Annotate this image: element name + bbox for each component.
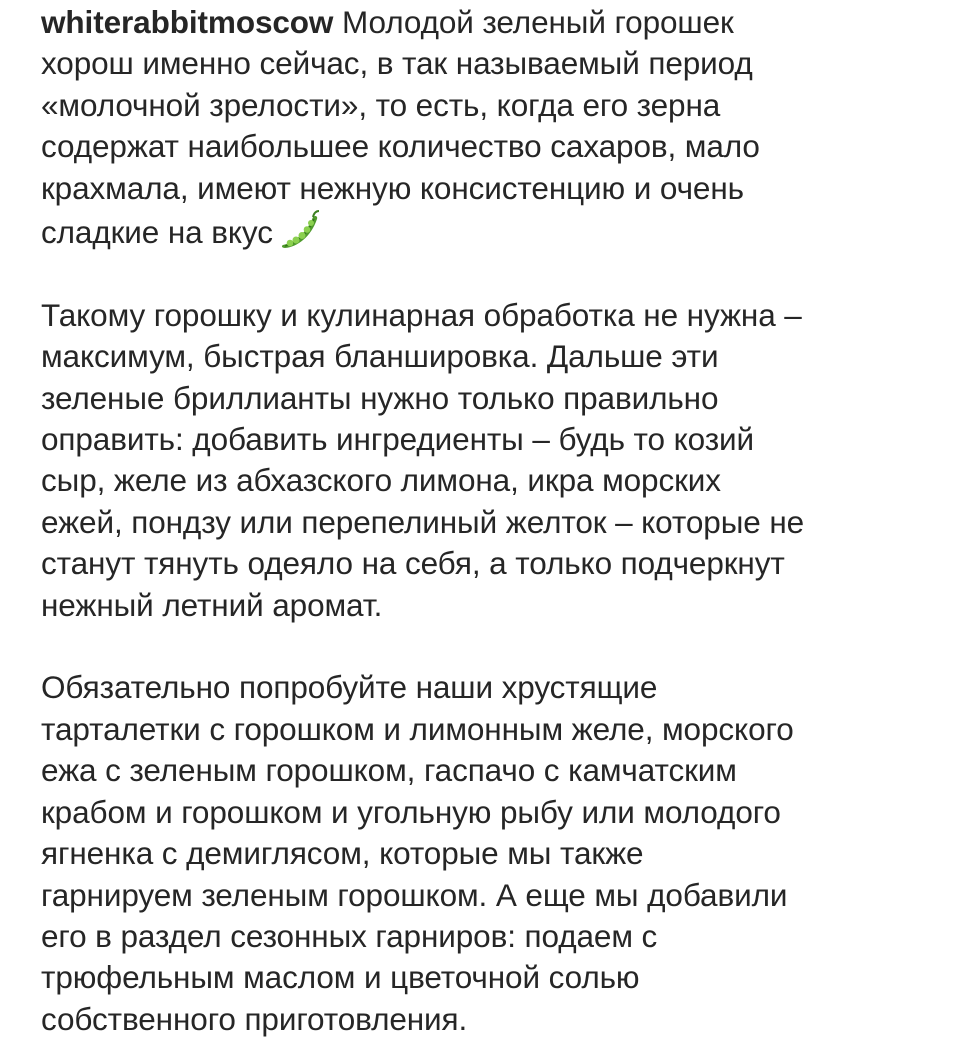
caption-line: тарталетки с горошком и лимонным желе, морского bbox=[41, 710, 794, 747]
caption-text: сладкие на вкус bbox=[41, 214, 273, 251]
caption-line: крахмала, имеют нежную консистенцию и очень bbox=[41, 169, 744, 206]
caption-paragraph-1 bbox=[41, 2, 946, 253]
caption-text: Молодой зеленый горошек bbox=[342, 4, 734, 40]
caption-line bbox=[41, 209, 946, 253]
caption-line: содержат наибольшее количество сахаров, мало bbox=[41, 128, 760, 165]
username-link[interactable]: whiterabbitmoscow bbox=[41, 4, 334, 40]
caption-line: сыр, желе из абхазского лимона, икра морских bbox=[41, 462, 721, 499]
caption-paragraph-3 bbox=[41, 667, 946, 1040]
caption-line: ежа с зеленым горошком, гаспачо с камчатским bbox=[41, 752, 737, 789]
caption-line bbox=[41, 2, 946, 43]
caption-paragraph-2 bbox=[41, 295, 946, 626]
caption-line: Обязательно попробуйте наши хрустящие bbox=[41, 669, 658, 706]
caption-line: крабом и горошком и угольную рыбу или молодого bbox=[41, 793, 781, 830]
caption-line: нежный летний аромат. bbox=[41, 586, 383, 623]
caption-line: его в раздел сезонных гарниров: подаем с bbox=[41, 917, 658, 954]
caption-line: собственного приготовления. bbox=[41, 1000, 468, 1037]
caption-line: Такому горошку и кулинарная обработка не нужна – bbox=[41, 296, 802, 333]
pea-pod-icon bbox=[279, 209, 321, 251]
caption-line: «молочной зрелости», то есть, когда его зерна bbox=[41, 86, 721, 123]
caption-line: гарнируем зеленым горошком. А еще мы добавили bbox=[41, 876, 788, 913]
caption-line: трюфельным маслом и цветочной солью bbox=[41, 959, 640, 996]
caption-line: станут тянуть одеяло на себя, а только подчеркнут bbox=[41, 545, 785, 582]
caption-line: зеленые бриллианты нужно только правильно bbox=[41, 379, 719, 416]
caption-line: ягненка с демиглясом, которые мы также bbox=[41, 835, 644, 872]
post-caption bbox=[41, 2, 946, 1040]
caption-line: хорош именно сейчас, в так называемый период bbox=[41, 45, 753, 82]
caption-line: оправить: добавить ингредиенты – будь то козий bbox=[41, 421, 755, 458]
caption-line: максимум, быстрая бланшировка. Дальше эти bbox=[41, 338, 719, 375]
caption-line: ежей, пондзу или перепелиный желток – которые не bbox=[41, 503, 805, 540]
